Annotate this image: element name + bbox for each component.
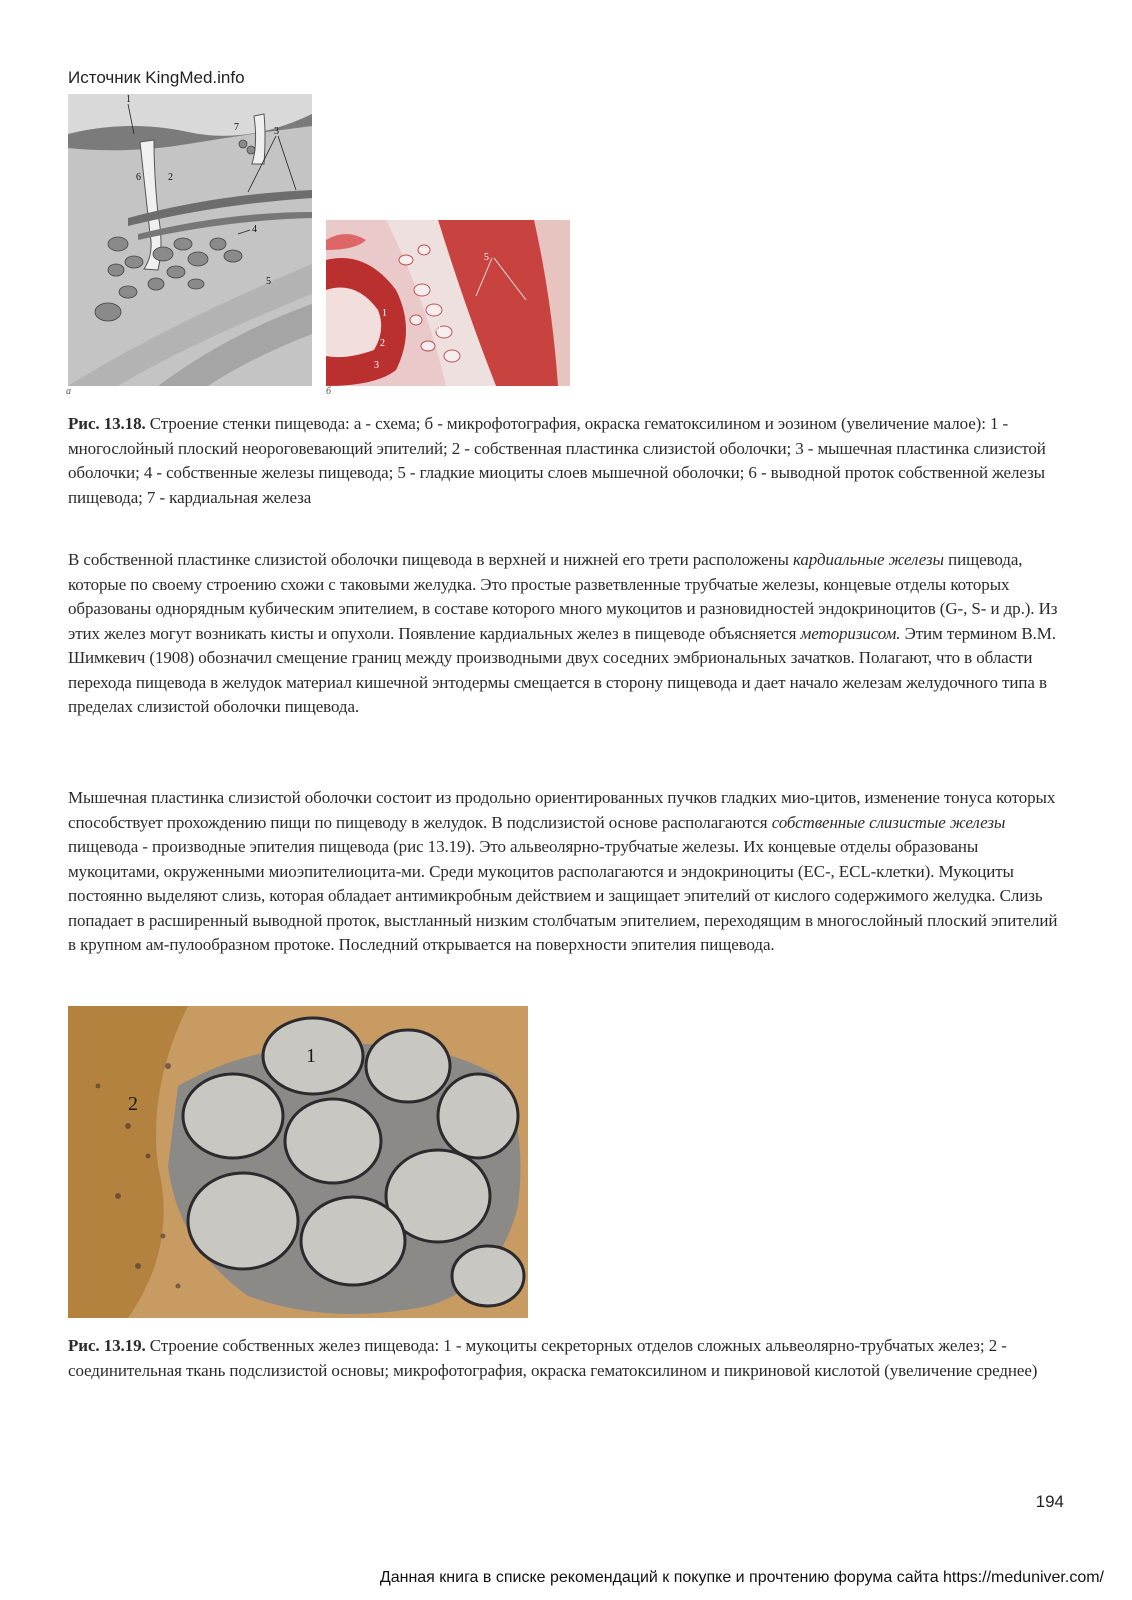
footer-note: Данная книга в списке рекомендаций к покупке и прочтению форума сайта https://meduniver.com/ (379, 1569, 1104, 1586)
figure-13-19-micrograph (68, 1006, 528, 1318)
scheme-label-6: 6 (136, 172, 141, 183)
scheme-label-5: 5 (266, 276, 271, 287)
text: пищевода, которые по своему строению схожи с таковыми желудка. Это простые разветвленные трубчатые железы, концевые отделы которых образованы однорядным кубическим эпителием, в составе которого много мукоцитов и разновидностей эндокриноцитов (G-, S- и др.). Из этих желез могут возникать кисты и опухоли. Появление кардиальных желез в пищеводе объясняется (68, 550, 1058, 643)
italic-term: меторизисом. (800, 623, 901, 643)
scheme-label-2: 2 (168, 172, 173, 183)
scheme-label-7: 7 (234, 122, 239, 133)
scheme-label-1: 1 (126, 94, 131, 105)
scheme-label-4: 4 (252, 224, 257, 235)
panel-b-label: б (326, 386, 332, 397)
micrograph-label-1: 1 (306, 1045, 316, 1067)
panel-a-label: а (66, 386, 71, 397)
micrograph-label-4: 4 (436, 324, 441, 335)
figure-13-19-caption (68, 1334, 1063, 1383)
micrograph-label-1: 1 (382, 308, 387, 319)
figure-13-18-caption (68, 412, 1063, 510)
paragraph-2 (68, 786, 1063, 958)
text: пищевода - производные эпителия пищевода (рис 13.19). Это альвеолярно-трубчатые железы. Их концевые отделы образованы мукоцитами, окруженными миоэпителиоцита-ми. Среди мукоцитов располагаются и эндокриноциты (ЕС-, ECL-клетки). Мукоциты постоянно выделяют слизь, которая обладает антимикробным действием и защищает эпителий от кислого содержимого желудка. Слизь попадает в расширенный выводной проток, выстланный низким столбчатым эпителием, переходящим в многослойный плоский эпителий в крупном ам-пулообразном протоке. Последний открывается на поверхности эпителия пищевода. (68, 837, 1058, 954)
figure-13-18-scheme (68, 94, 312, 386)
caption-text: Строение стенки пищевода: а - схема; б - микрофотография, окраска гематоксилином и эозином (увеличение малое): 1 - многослойный плоский неороговевающий эпителий; 2 - собственная пластинка слизистой оболочки; 3 - мышечная пластинка слизистой оболочки; 4 - собственные железы пищевода; 5 - гладкие миоциты слоев мышечной оболочки; 6 - выводной проток собственной железы пищевода; 7 - кардиальная железа (68, 414, 1046, 507)
page-number: 194 (1035, 1492, 1064, 1511)
source-header: Источник KingMed.info (68, 68, 245, 87)
italic-term: кардиальные железы (792, 550, 944, 569)
micrograph-label-2: 2 (128, 1093, 138, 1115)
text: Мышечная пластинка слизистой оболочки состоит из продольно ориентированных пучков гладких мио-цитов, изменение тонуса которых способствует прохождению пищи по пищеводу в желудок. В подслизистой основе располагаются (68, 788, 1056, 832)
text: Этим термином В.М. Шимкевич (1908) обозначил смещение границ между производными двух соседних эмбриональных зачатков. Полагают, что в области перехода пищевода в желудок материал кишечной энтодермы смещается в сторону пищевода и дает начало железам желудочного типа в пределах слизистой оболочки пищевода. (68, 623, 1056, 716)
caption-text: Строение собственных желез пищевода: 1 - мукоциты секреторных отделов сложных альвеолярно-трубчатых желез; 2 - соединительная ткань подслизистой основы; микрофотография, окраска гематоксилином и пикриновой кислотой (увеличение среднее) (68, 1336, 1038, 1380)
micrograph-label-5: 5 (484, 252, 489, 263)
figure-13-18-micrograph (326, 220, 570, 386)
micrograph-label-2: 2 (380, 338, 385, 349)
scheme-label-3: 3 (274, 126, 279, 137)
caption-title: Рис. 13.18. (68, 414, 146, 433)
caption-title: Рис. 13.19. (68, 1336, 146, 1355)
micrograph-label-3: 3 (374, 360, 379, 371)
italic-term: собственные слизистые железы (771, 812, 1006, 832)
text: В собственной пластинке слизистой оболочки пищевода в верхней и нижней его трети расположены (68, 550, 793, 569)
paragraph-1 (68, 548, 1063, 720)
